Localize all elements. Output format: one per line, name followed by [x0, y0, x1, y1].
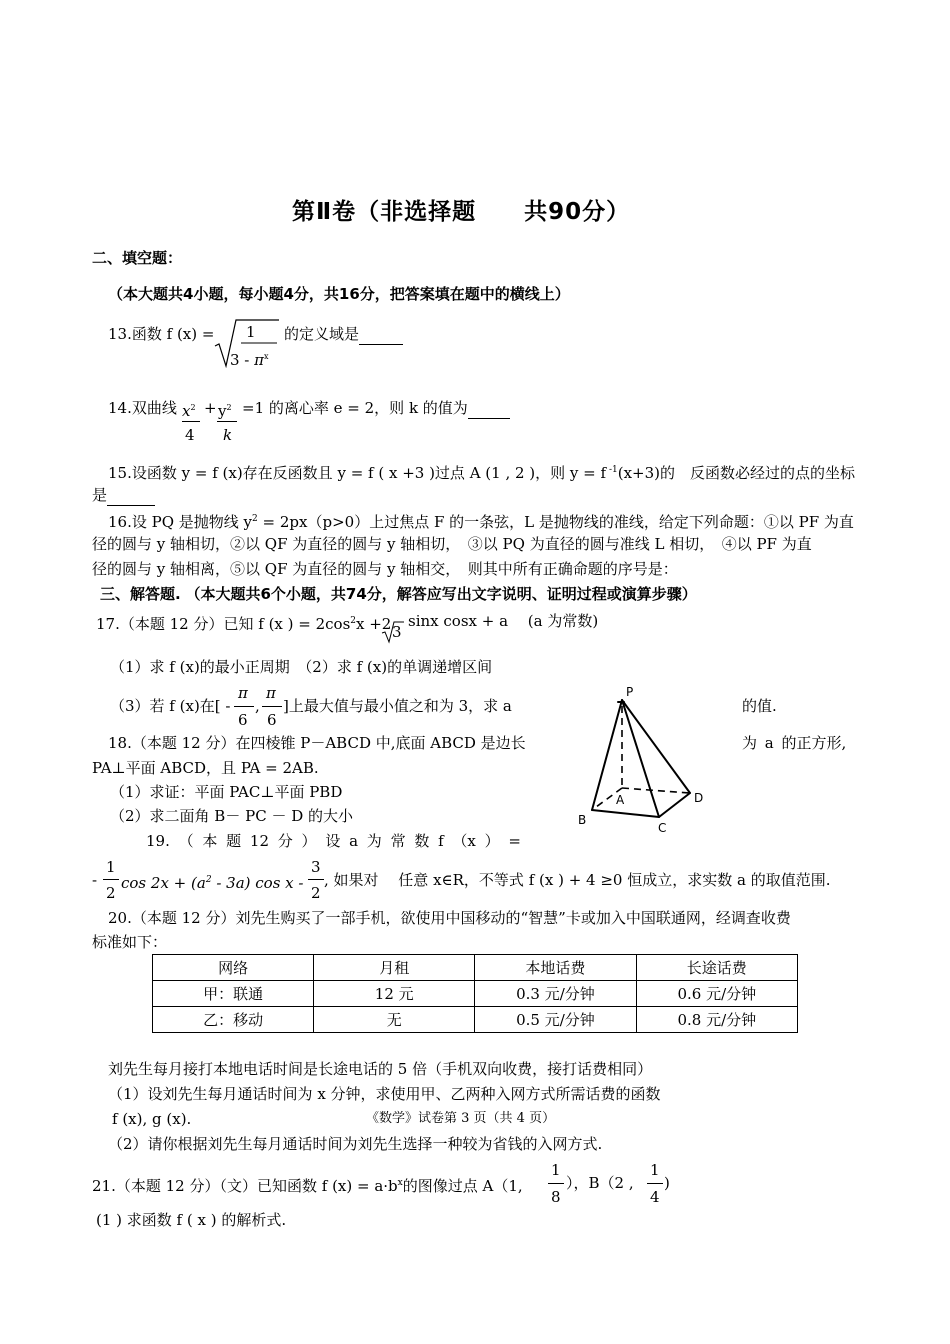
- q21-frac1-bar: [548, 1183, 564, 1184]
- pyramid-figure: [572, 680, 712, 840]
- page-footer: 《数学》试卷第 3 页（共 4 页）: [366, 1111, 556, 1126]
- table-cell: 12 元: [314, 981, 475, 1007]
- q17-frac2-den: 6: [267, 711, 277, 729]
- q16-line2: 径的圆与 y 轴相切，②以 QF 为直径的圆与 y 轴相切， ③以 PQ 为直径的圆与准线 L 相切， ④以 PF 为直: [92, 535, 812, 553]
- q19-minus: -: [92, 871, 98, 889]
- q20-part1-b: f (x), g (x).: [112, 1110, 192, 1128]
- q14-prefix: 14.双曲线: [108, 399, 177, 417]
- q17-frac2-num: π: [266, 684, 276, 702]
- q13-sqrt-den: $3 - \pi^x$: [230, 351, 269, 369]
- table-cell: 无: [314, 1007, 475, 1033]
- q14-frac1-bar: [182, 421, 200, 422]
- q18-line1-end: 为 a 的正方形,: [742, 734, 847, 752]
- table-cell: 0.8 元/分钟: [636, 1007, 797, 1033]
- q21-line1-a: 21.（本题 12 分）（文）已知函数 f $(x) = a\cdot b^x$的图像过点 A（1,: [92, 1177, 523, 1195]
- q13-sqrt-num: 1: [246, 323, 256, 341]
- q17-part3-end: 的值.: [742, 697, 777, 715]
- q13-answer-blank: [359, 324, 403, 345]
- q21-part1: (1 ) 求函数 f ( x ) 的解析式.: [96, 1211, 287, 1229]
- pyramid-label-p: P: [626, 685, 634, 699]
- q16-line1: 16.设 PQ 是抛物线 $y^2 = 2px(p>0)$上过焦点 F 的一条弦，L 是抛物线的准线，给定下列命题：①以 PF 为直: [108, 513, 854, 531]
- q19-frac2-num: 3: [311, 858, 321, 876]
- q14-plus: +: [204, 399, 217, 417]
- answer-section-header: 三、解答题. （本大题共6个小题，共74分，解答应写出文字说明、证明过程或演算步骤）: [100, 585, 697, 603]
- q15-line1: 15.设函数 y = f (x)存在反函数且 y = f ( x +3 )过点 A (1 , 2 )，则 y = f $^{-1}$(x+3)的 反函数必经过的点的坐标: [108, 464, 855, 482]
- q17-frac1-den: 6: [238, 711, 248, 729]
- q19-frac2-bar: [308, 879, 324, 880]
- q17-parts-1-2: （1）求 f (x)的最小正周期 （2）求 f (x)的单调递增区间: [110, 658, 493, 676]
- q18-line2: PA⊥平面 ABCD，且 PA = 2AB.: [92, 759, 319, 777]
- q21-line1-c: ），B（2 ,: [566, 1174, 634, 1192]
- table-row: [153, 981, 798, 1007]
- q20-note: 刘先生每月接打本地电话时间是长途电话的 5 倍（手机双向收费，接打话费相同）: [108, 1060, 653, 1078]
- q20-part2: （2）请你根据刘先生每月通话时间为刘先生选择一种较为省钱的入网方式.: [108, 1135, 603, 1153]
- q19-expr: $\cos 2x + (a^2 - 3a)$ cos x -: [121, 874, 304, 892]
- q17-part3-b: ]上最大值与最小值之和为 3，求 a: [283, 697, 512, 715]
- q18-part1: （1）求证：平面 PAC⊥平面 PBD: [110, 783, 343, 801]
- fee-table-header: 本地话费: [475, 955, 636, 981]
- q19-frac1-den: 2: [106, 884, 116, 902]
- fee-table: [152, 954, 798, 1033]
- q21-frac2-den: 4: [650, 1188, 660, 1206]
- table-cell: 0.3 元/分钟: [475, 981, 636, 1007]
- fill-section-heading: 二、填空题：: [92, 249, 183, 267]
- q20-part1-a: （1）设刘先生每月通话时间为 x 分钟，求使用甲、乙两种入网方式所需话费的函数: [108, 1085, 661, 1103]
- table-cell: 0.6 元/分钟: [636, 981, 797, 1007]
- q14-frac2-bar: [217, 421, 237, 422]
- fill-section-instruction: （本大题共4小题，每小题4分，共16分，把答案填在题中的横线上）: [108, 285, 570, 303]
- q19-frac1-num: 1: [106, 858, 116, 876]
- fee-table-header: 网络: [153, 955, 314, 981]
- q21-frac1-num: 1: [551, 1161, 561, 1179]
- q21-frac2-num: 1: [650, 1161, 660, 1179]
- q17-frac2-bar: [262, 706, 282, 707]
- pyramid-label-a: A: [616, 793, 625, 807]
- q13-prefix: 13.函数 f (x) =: [108, 325, 215, 343]
- q19-frac1-bar: [103, 879, 119, 880]
- q19-line1: 19. （ 本 题 12 分 ） 设 a 为 常 数 f （x ） =: [146, 832, 521, 850]
- q17-frac1-num: π: [238, 684, 248, 702]
- q18-line1: 18.（本题 12 分）在四棱锥 P－ABCD 中,底面 ABCD 是边长: [108, 734, 526, 752]
- q17-sqrt3: 3: [392, 623, 402, 641]
- fee-table-header: 长途话费: [636, 955, 797, 981]
- fee-table-header: 月租: [314, 955, 475, 981]
- pyramid-label-d: D: [694, 791, 704, 805]
- table-row: [153, 1007, 798, 1033]
- q15-line2: 是: [92, 485, 155, 506]
- pyramid-label-c: C: [658, 821, 667, 835]
- q20-line2: 标准如下：: [92, 933, 168, 951]
- table-cell: 甲：联通: [153, 981, 314, 1007]
- q18-part2: （2）求二面角 B－ PC － D 的大小: [110, 807, 354, 825]
- section-title: 第Ⅱ卷（非选择题 共90分）: [292, 199, 631, 225]
- q19-line2-tail: , 如果对 任意 x∈R，不等式 f (x ) + 4 ≥0 恒成立，求实数 a 的取值范围.: [324, 871, 831, 889]
- q20-line1: 20.（本题 12 分）刘先生购买了一部手机，欲使用中国移动的“智慧”卡或加入中国联通网，经调查收费: [108, 909, 791, 927]
- q17-line1-c: sinx cosx + a (a 为常数): [408, 612, 599, 630]
- q15-answer-blank: [107, 485, 155, 506]
- fee-table-header-row: [153, 955, 798, 981]
- table-cell: 乙：移动: [153, 1007, 314, 1033]
- table-cell: 0.5 元/分钟: [475, 1007, 636, 1033]
- q14-frac2-den: k: [223, 426, 233, 444]
- q17-part3-a: （3）若 f (x)在[ -: [110, 697, 231, 715]
- q17-frac-comma: ,: [255, 697, 260, 715]
- q14-frac1-num: $x^2$: [182, 402, 196, 420]
- q14-suffix: =1 的离心率 e = 2，则 k 的值为: [242, 398, 510, 419]
- q19-frac2-den: 2: [311, 884, 321, 902]
- pyramid-label-b: B: [578, 813, 587, 827]
- q14-frac2-num: $y^2$: [218, 402, 232, 420]
- q14-answer-blank: [468, 398, 510, 419]
- q21-line1-d: ): [664, 1174, 670, 1192]
- q21-frac2-bar: [647, 1183, 663, 1184]
- q17-frac1-bar: [234, 706, 254, 707]
- q21-frac1-den: 8: [551, 1188, 561, 1206]
- q14-frac1-den: 4: [185, 426, 195, 444]
- q17-line1-a: 17.（本题 12 分）已知 f (x ) = $2\cos^2x +2$: [96, 615, 392, 633]
- q13-suffix: 的定义域是: [284, 324, 403, 345]
- q16-line3: 径的圆与 y 轴相离，⑤以 QF 为直径的圆与 y 轴相交， 则其中所有正确命题的序号是：: [92, 560, 678, 578]
